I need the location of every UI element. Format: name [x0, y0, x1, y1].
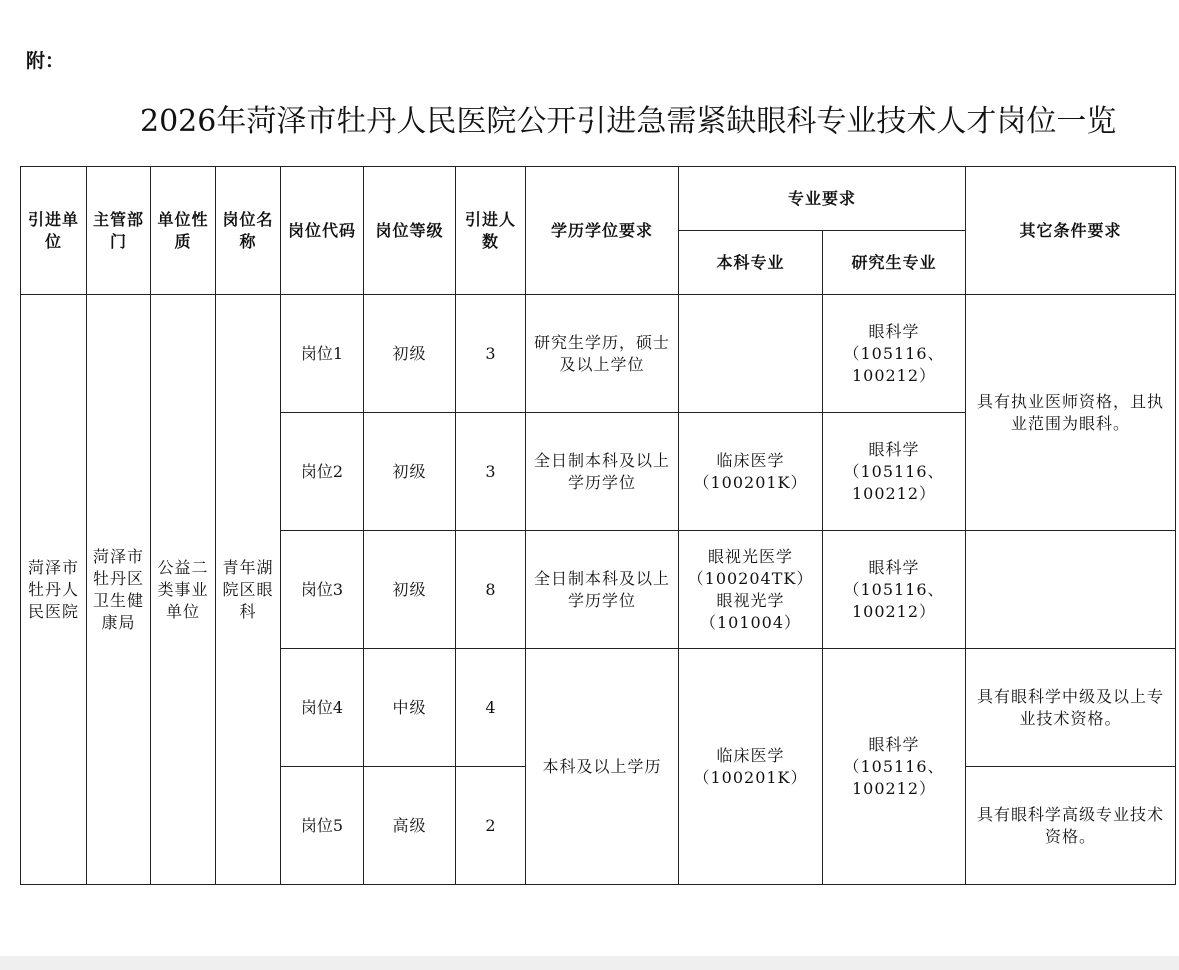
cell-post-level: 初级: [364, 295, 456, 413]
cell-nature: 公益二类事业单位: [151, 295, 216, 885]
cell-postgrad: 眼科学（105116、100212）: [823, 649, 966, 885]
cell-undergrad: [679, 531, 823, 649]
cell-post-code: 岗位3: [281, 531, 364, 649]
cell-other: 具有眼科学高级专业技术资格。: [966, 767, 1176, 885]
header-undergrad: 本科专业: [679, 231, 823, 295]
cell-post-level: 中级: [364, 649, 456, 767]
cell-post-name: 青年湖院区眼科: [216, 295, 281, 885]
cell-postgrad: 眼科学（105116、100212）: [823, 531, 966, 649]
positions-table: [20, 166, 1176, 885]
cell-count: 2: [456, 767, 526, 885]
cell-post-level: 高级: [364, 767, 456, 885]
cell-education: 全日制本科及以上学历学位: [526, 531, 679, 649]
header-major-group: 专业要求: [679, 167, 966, 231]
cell-dept: 菏泽市牡丹区卫生健康局: [87, 295, 151, 885]
cell-postgrad: 眼科学（105116、100212）: [823, 295, 966, 413]
header-other: 其它条件要求: [966, 167, 1176, 295]
cell-count: 3: [456, 295, 526, 413]
undergrad-major-2: 眼视光学（101004）: [699, 590, 802, 632]
header-education: 学历学位要求: [526, 167, 679, 295]
header-row-1: [21, 167, 1176, 231]
cell-post-code: 岗位4: [281, 649, 364, 767]
cell-post-code: 岗位2: [281, 413, 364, 531]
header-postgrad: 研究生专业: [823, 231, 966, 295]
header-dept: 主管部门: [87, 167, 151, 295]
cell-count: 4: [456, 649, 526, 767]
cell-unit: 菏泽市牡丹人民医院: [21, 295, 87, 885]
header-post-code: 岗位代码: [281, 167, 364, 295]
cell-post-level: 初级: [364, 531, 456, 649]
cell-post-code: 岗位5: [281, 767, 364, 885]
attachment-label: 附：: [26, 50, 65, 72]
cell-other: 具有执业医师资格，且执业范围为眼科。: [966, 295, 1176, 531]
cell-other: 具有眼科学中级及以上专业技术资格。: [966, 649, 1176, 767]
table-row: [21, 295, 1176, 413]
cell-education: 全日制本科及以上学历学位: [526, 413, 679, 531]
header-post-level: 岗位等级: [364, 167, 456, 295]
cell-other: [966, 531, 1176, 649]
cell-post-level: 初级: [364, 413, 456, 531]
cell-undergrad: [679, 295, 823, 413]
document-title: 2026年菏泽市牡丹人民医院公开引进急需紧缺眼科专业技术人才岗位一览: [140, 104, 1117, 139]
cell-count: 3: [456, 413, 526, 531]
cell-education: 本科及以上学历: [526, 649, 679, 885]
cell-undergrad: 临床医学（100201K）: [679, 413, 823, 531]
cell-postgrad: 眼科学（105116、100212）: [823, 413, 966, 531]
header-nature: 单位性质: [151, 167, 216, 295]
cell-post-code: 岗位1: [281, 295, 364, 413]
cell-undergrad: 临床医学（100201K）: [679, 649, 823, 885]
header-post-name: 岗位名称: [216, 167, 281, 295]
undergrad-major-1: 眼视光医学（100204TK）: [687, 546, 814, 588]
bottom-scroll-strip: [0, 956, 1179, 970]
header-unit: 引进单位: [21, 167, 87, 295]
cell-count: 8: [456, 531, 526, 649]
cell-education: 研究生学历，硕士及以上学位: [526, 295, 679, 413]
header-count: 引进人数: [456, 167, 526, 295]
